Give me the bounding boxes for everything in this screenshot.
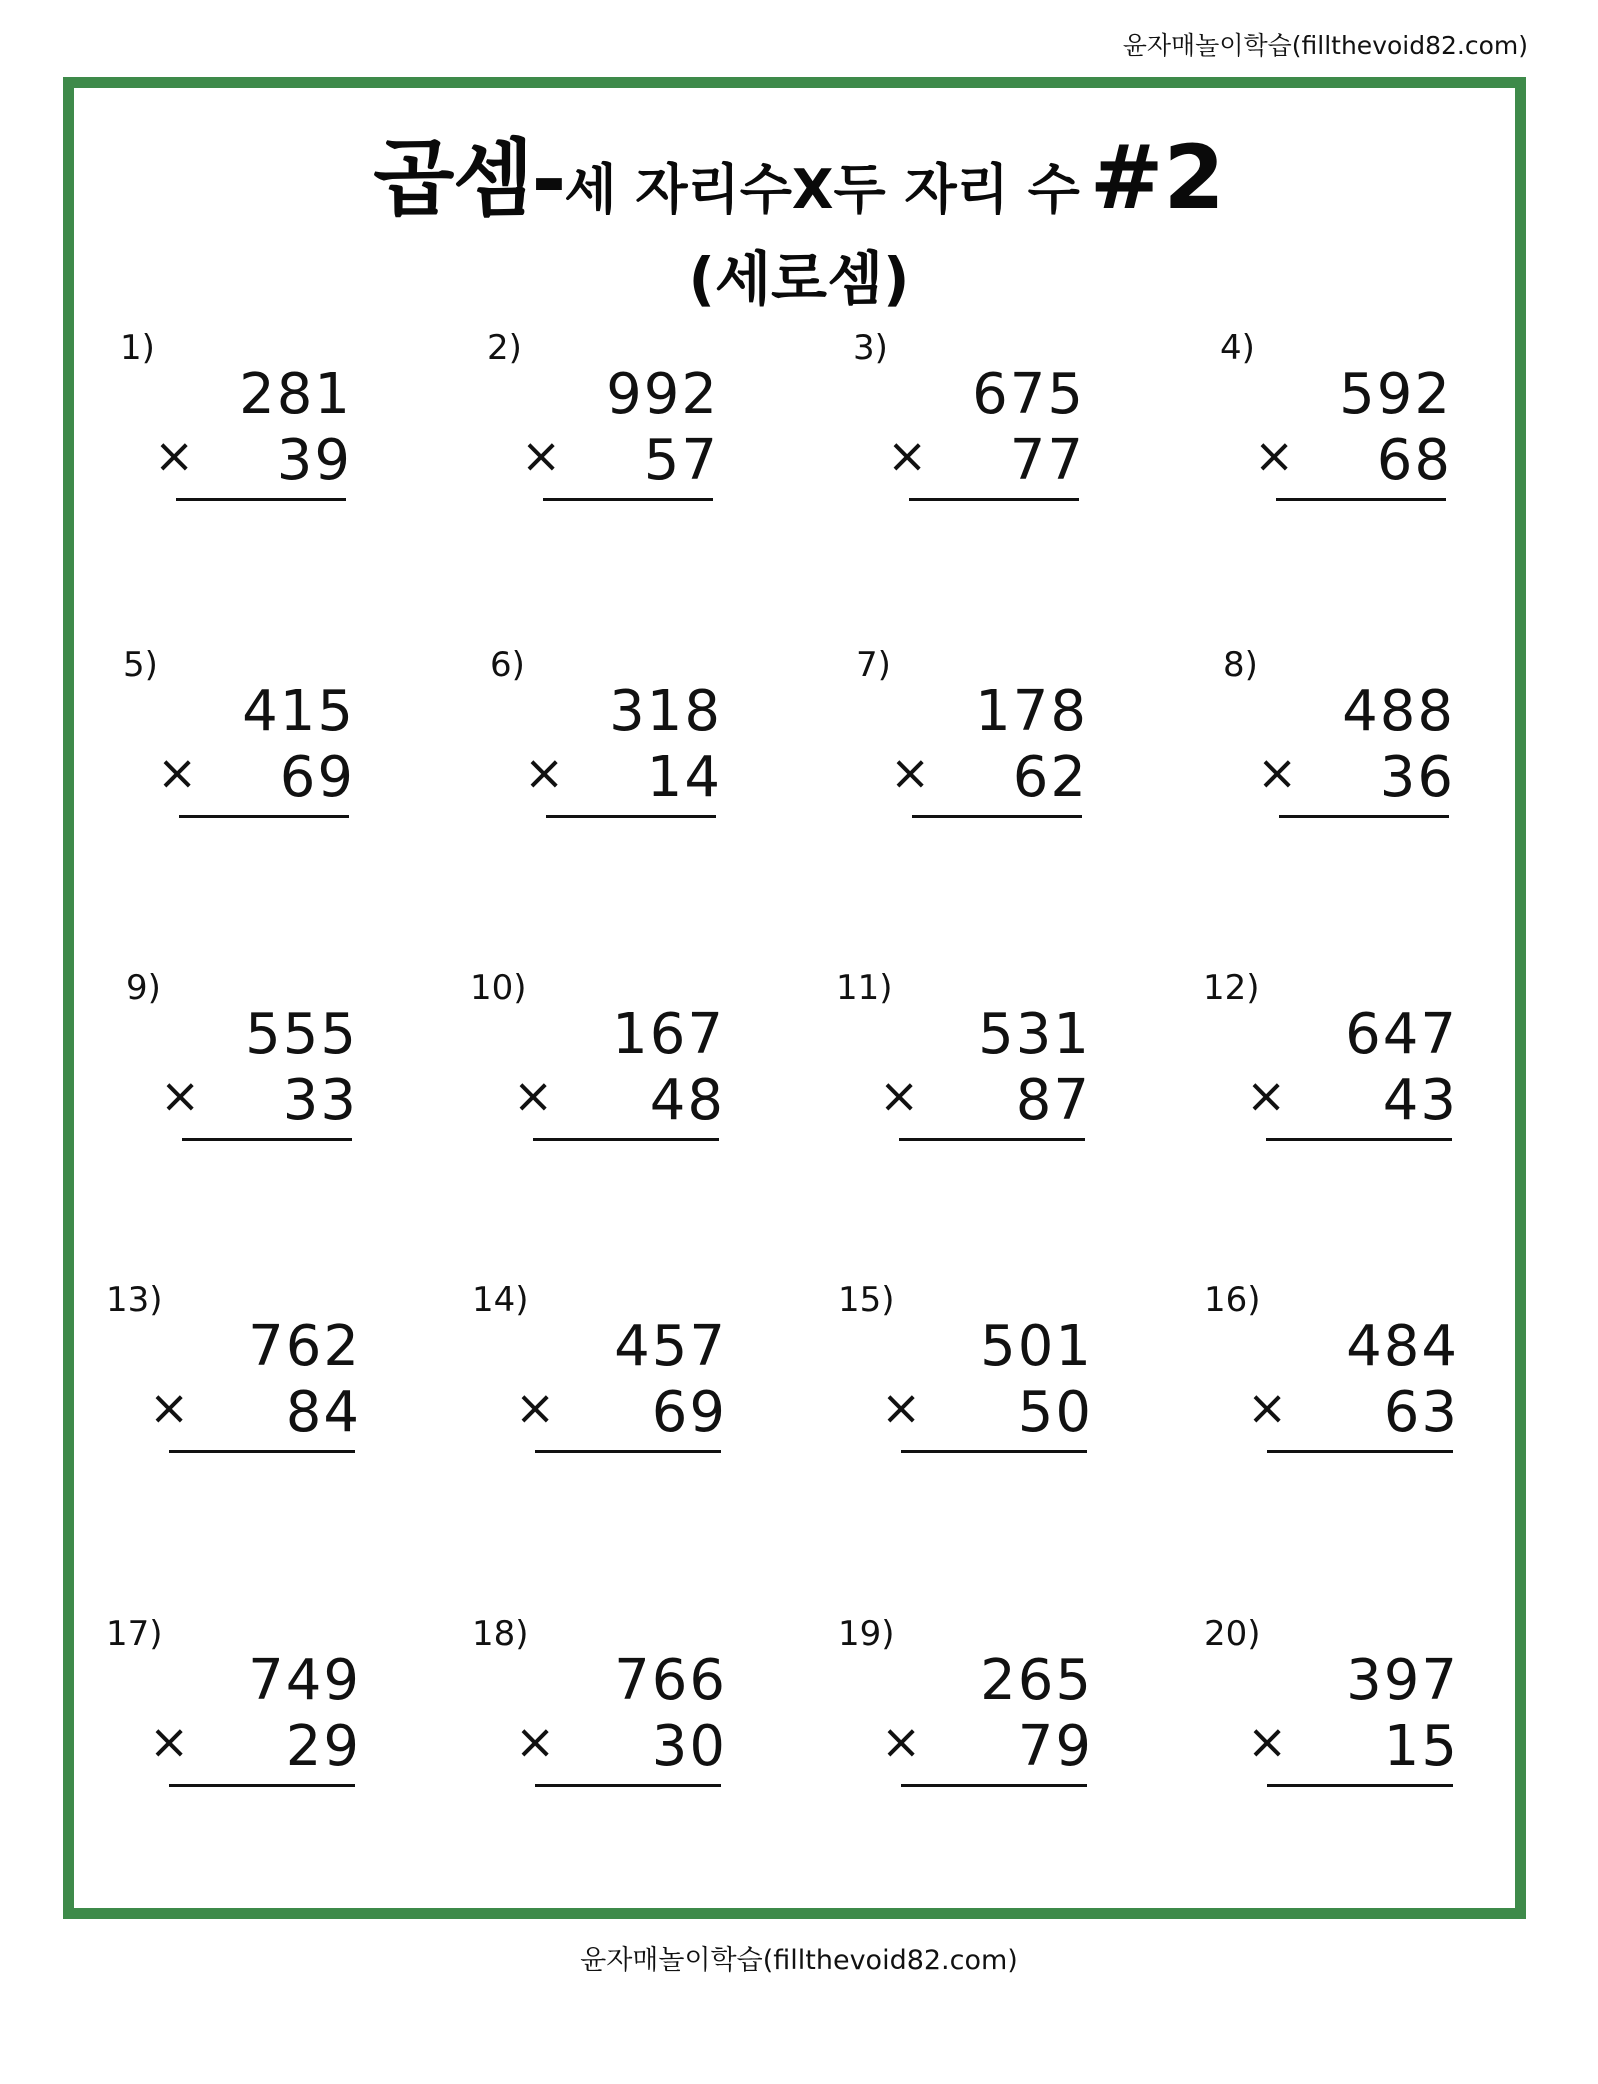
answer-line [546,815,716,818]
problem-10 [470,968,743,1148]
answer-line [899,1138,1085,1141]
multiplicand: 397 [1346,1648,1459,1713]
multiplier: 30 [651,1714,727,1779]
answer-line [179,815,349,818]
problem-2 [487,328,737,508]
answer-line [169,1450,355,1453]
title-number: #2 [1089,126,1225,229]
header-credit: 윤자매놀이학습(fillthevoid82.com) [1122,31,1528,60]
answer-line [535,1450,721,1453]
multiplier: 69 [279,745,355,810]
problem-18 [472,1614,745,1794]
answer-line [535,1784,721,1787]
problem-15 [838,1280,1111,1460]
answer-line [169,1784,355,1787]
problem-6 [490,645,740,825]
multiply-sign: × [154,428,195,484]
multiplicand: 167 [612,1002,725,1067]
multiplier: 39 [276,428,352,493]
problem-3 [853,328,1103,508]
problem-number: 6) [490,645,525,685]
multiplicand: 488 [1342,679,1455,744]
problem-number: 19) [838,1614,895,1654]
multiply-sign: × [157,745,198,801]
multiplier: 87 [1015,1068,1091,1133]
problem-9 [126,968,376,1148]
multiply-sign: × [515,1380,556,1436]
problem-number: 10) [470,968,527,1008]
multiplicand: 415 [242,679,355,744]
problem-number: 20) [1204,1614,1261,1654]
multiplier: 62 [1012,745,1088,810]
answer-line [1276,498,1446,501]
problem-number: 11) [836,968,893,1008]
problem-14 [472,1280,745,1460]
multiplier: 43 [1382,1068,1458,1133]
problem-19 [838,1614,1111,1794]
multiply-sign: × [1254,428,1295,484]
multiply-sign: × [515,1714,556,1770]
problem-number: 17) [106,1614,163,1654]
problem-17 [106,1614,379,1794]
problem-7 [856,645,1106,825]
problem-number: 9) [126,968,161,1008]
problem-number: 14) [472,1280,529,1320]
problem-number: 18) [472,1614,529,1654]
multiplier: 69 [651,1380,727,1445]
multiply-sign: × [149,1714,190,1770]
multiplier: 33 [282,1068,358,1133]
answer-line [182,1138,352,1141]
multiplicand: 675 [972,362,1085,427]
problem-8 [1223,645,1473,825]
problem-4 [1220,328,1470,508]
multiplier: 63 [1383,1380,1459,1445]
problem-5 [123,645,373,825]
multiply-sign: × [1257,745,1298,801]
answer-line [1279,815,1449,818]
problem-number: 16) [1204,1280,1261,1320]
problem-12 [1203,968,1476,1148]
multiply-sign: × [524,745,565,801]
footer-credit: 윤자매놀이학습(fillthevoid82.com) [580,1945,1018,1976]
problem-number: 12) [1203,968,1260,1008]
problem-number: 13) [106,1280,163,1320]
multiply-sign: × [879,1068,920,1124]
multiplicand: 484 [1346,1314,1459,1379]
answer-line [901,1784,1087,1787]
problem-number: 5) [123,645,158,685]
problem-13 [106,1280,379,1460]
multiply-sign: × [881,1714,922,1770]
multiplier: 15 [1383,1714,1459,1779]
answer-line [912,815,1082,818]
problem-number: 8) [1223,645,1258,685]
multiplier: 77 [1009,428,1085,493]
multiply-sign: × [1246,1068,1287,1124]
problem-number: 7) [856,645,891,685]
multiplicand: 281 [239,362,352,427]
multiplicand: 555 [245,1002,358,1067]
problem-number: 3) [853,328,888,368]
multiply-sign: × [160,1068,201,1124]
title-description: 세 자리수X두 자리 수 [564,158,1080,221]
multiplicand: 762 [248,1314,361,1379]
title-main: 곱셈- [373,130,565,228]
multiply-sign: × [887,428,928,484]
multiply-sign: × [149,1380,190,1436]
multiplicand: 318 [609,679,722,744]
multiply-sign: × [881,1380,922,1436]
multiplier: 48 [649,1068,725,1133]
answer-line [176,498,346,501]
answer-line [909,498,1079,501]
multiply-sign: × [1247,1714,1288,1770]
multiply-sign: × [513,1068,554,1124]
multiplicand: 592 [1339,362,1452,427]
answer-line [1267,1450,1453,1453]
multiplicand: 457 [614,1314,727,1379]
multiplier: 36 [1379,745,1455,810]
multiplier: 29 [285,1714,361,1779]
answer-line [1266,1138,1452,1141]
problem-20 [1204,1614,1477,1794]
multiplicand: 531 [978,1002,1091,1067]
multiply-sign: × [1247,1380,1288,1436]
answer-line [533,1138,719,1141]
multiplicand: 265 [980,1648,1093,1713]
multiplicand: 766 [614,1648,727,1713]
multiplicand: 647 [1345,1002,1458,1067]
multiplier: 57 [643,428,719,493]
problem-number: 15) [838,1280,895,1320]
problem-11 [836,968,1109,1148]
worksheet-subtitle: (세로셈) [688,245,910,313]
multiplier: 84 [285,1380,361,1445]
multiplicand: 178 [975,679,1088,744]
multiplier: 50 [1017,1380,1093,1445]
answer-line [901,1450,1087,1453]
problem-number: 4) [1220,328,1255,368]
problem-1 [120,328,370,508]
multiplicand: 992 [606,362,719,427]
multiplier: 14 [646,745,722,810]
multiply-sign: × [890,745,931,801]
problem-16 [1204,1280,1477,1460]
problem-number: 2) [487,328,522,368]
answer-line [543,498,713,501]
multiplicand: 749 [248,1648,361,1713]
problem-number: 1) [120,328,155,368]
multiplier: 68 [1376,428,1452,493]
answer-line [1267,1784,1453,1787]
multiplicand: 501 [980,1314,1093,1379]
multiplier: 79 [1017,1714,1093,1779]
multiply-sign: × [521,428,562,484]
